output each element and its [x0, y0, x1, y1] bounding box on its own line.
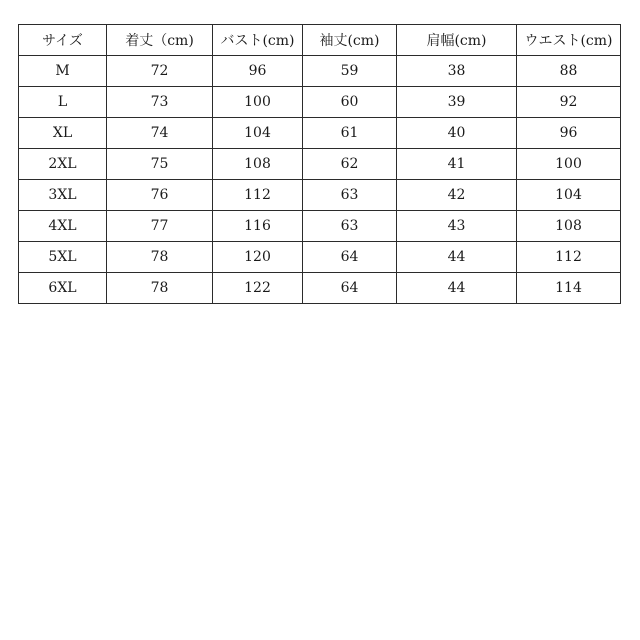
header-bust: バスト(cm) [213, 25, 303, 56]
cell-shoulder: 41 [397, 149, 517, 180]
cell-size: 4XL [19, 211, 107, 242]
cell-size: L [19, 87, 107, 118]
cell-size: 2XL [19, 149, 107, 180]
cell-waist: 92 [517, 87, 621, 118]
cell-shoulder: 40 [397, 118, 517, 149]
cell-length: 74 [107, 118, 213, 149]
cell-length: 72 [107, 56, 213, 87]
table-header [19, 25, 621, 56]
cell-sleeve: 64 [303, 242, 397, 273]
cell-waist: 96 [517, 118, 621, 149]
table-row [19, 87, 621, 118]
cell-size: 6XL [19, 273, 107, 304]
cell-shoulder: 42 [397, 180, 517, 211]
header-shoulder: 肩幅(cm) [397, 25, 517, 56]
cell-bust: 96 [213, 56, 303, 87]
table-row [19, 180, 621, 211]
header-sleeve: 袖丈(cm) [303, 25, 397, 56]
cell-length: 77 [107, 211, 213, 242]
cell-shoulder: 44 [397, 242, 517, 273]
size-chart-table [18, 24, 621, 304]
table-body [19, 56, 621, 304]
cell-size: 5XL [19, 242, 107, 273]
cell-length: 73 [107, 87, 213, 118]
table-row [19, 242, 621, 273]
cell-sleeve: 61 [303, 118, 397, 149]
cell-waist: 100 [517, 149, 621, 180]
cell-bust: 112 [213, 180, 303, 211]
cell-length: 76 [107, 180, 213, 211]
cell-sleeve: 64 [303, 273, 397, 304]
header-size: サイズ [19, 25, 107, 56]
cell-length: 78 [107, 273, 213, 304]
cell-sleeve: 60 [303, 87, 397, 118]
table-row [19, 149, 621, 180]
cell-waist: 104 [517, 180, 621, 211]
cell-size: XL [19, 118, 107, 149]
cell-sleeve: 63 [303, 180, 397, 211]
cell-waist: 114 [517, 273, 621, 304]
cell-bust: 122 [213, 273, 303, 304]
cell-bust: 100 [213, 87, 303, 118]
cell-bust: 116 [213, 211, 303, 242]
header-row [19, 25, 621, 56]
cell-waist: 112 [517, 242, 621, 273]
cell-bust: 120 [213, 242, 303, 273]
header-waist: ウエスト(cm) [517, 25, 621, 56]
table-row [19, 211, 621, 242]
cell-size: 3XL [19, 180, 107, 211]
cell-shoulder: 39 [397, 87, 517, 118]
cell-length: 78 [107, 242, 213, 273]
cell-length: 75 [107, 149, 213, 180]
cell-sleeve: 62 [303, 149, 397, 180]
cell-waist: 108 [517, 211, 621, 242]
cell-shoulder: 38 [397, 56, 517, 87]
cell-shoulder: 44 [397, 273, 517, 304]
header-length: 着丈（cm) [107, 25, 213, 56]
table-row [19, 273, 621, 304]
table-row [19, 56, 621, 87]
cell-sleeve: 59 [303, 56, 397, 87]
cell-bust: 108 [213, 149, 303, 180]
cell-bust: 104 [213, 118, 303, 149]
table-row [19, 118, 621, 149]
cell-shoulder: 43 [397, 211, 517, 242]
cell-sleeve: 63 [303, 211, 397, 242]
cell-size: M [19, 56, 107, 87]
cell-waist: 88 [517, 56, 621, 87]
